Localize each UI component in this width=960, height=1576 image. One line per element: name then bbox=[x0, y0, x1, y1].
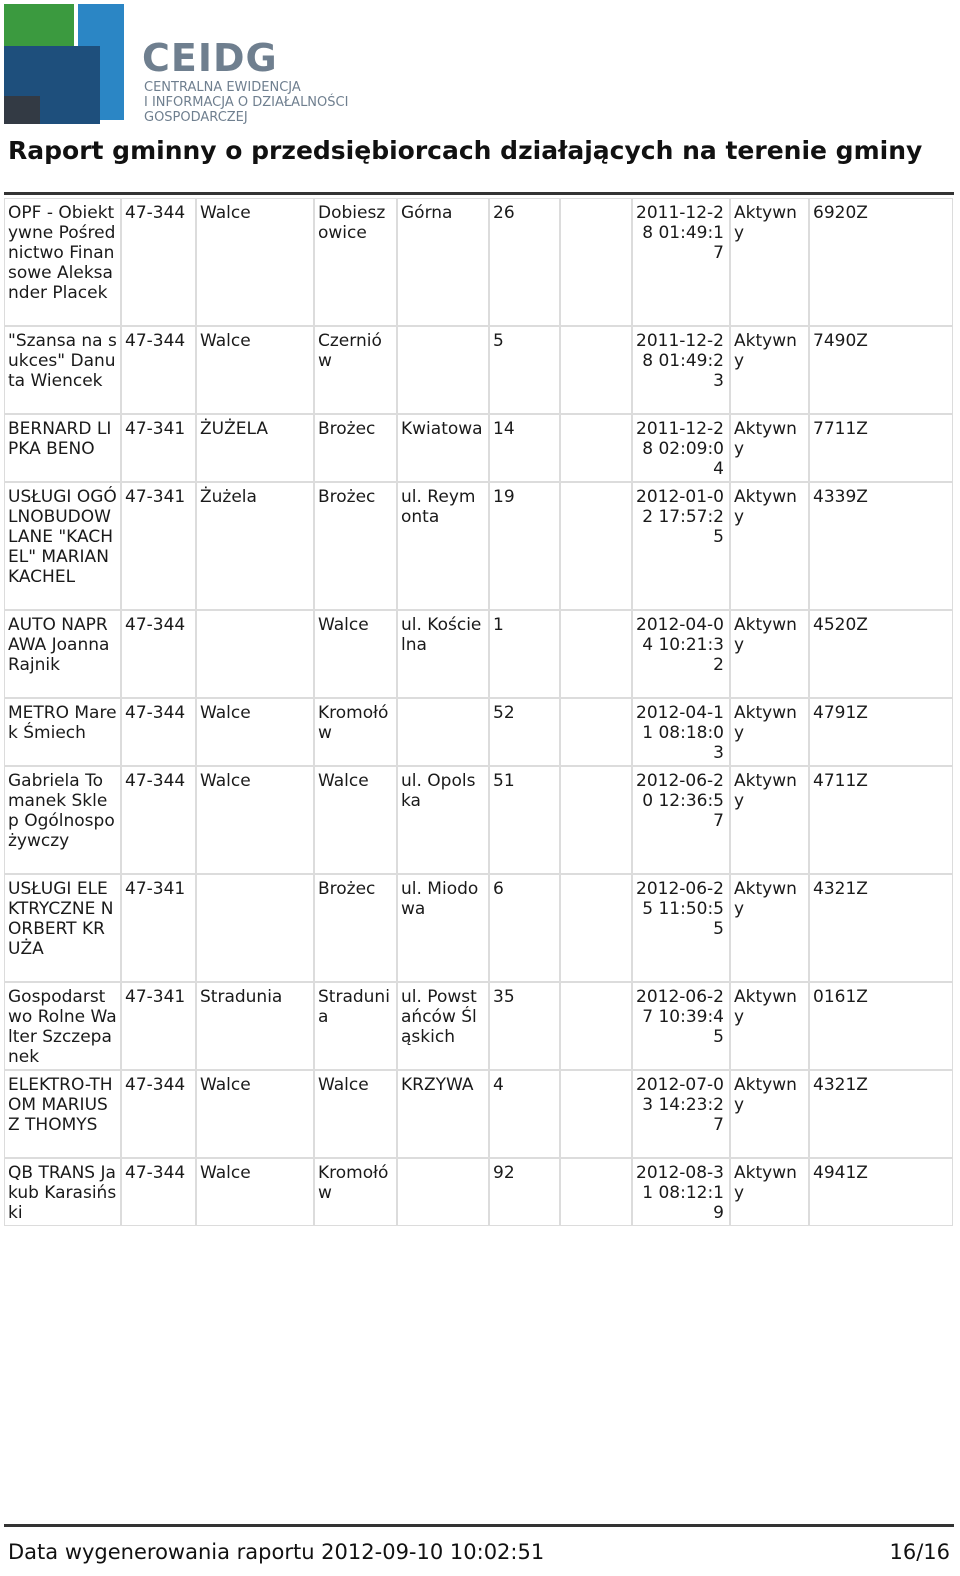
unit-number-cell bbox=[560, 698, 632, 766]
logo-subtitle-line: CENTRALNA EWIDENCJA bbox=[144, 80, 301, 95]
post-office-cell: Żużela bbox=[196, 482, 314, 610]
town-cell: Kromołów bbox=[314, 1158, 397, 1226]
street-cell: Górna bbox=[397, 198, 489, 326]
town-cell: Walce bbox=[314, 766, 397, 874]
town-cell: Brożec bbox=[314, 482, 397, 610]
table-row bbox=[4, 414, 953, 482]
business-name-cell: AUTO NAPRAWA Joanna Rajnik bbox=[4, 610, 121, 698]
building-number-cell: 92 bbox=[489, 1158, 560, 1226]
business-name-cell: BERNARD LIPKA BENO bbox=[4, 414, 121, 482]
header-divider bbox=[4, 192, 954, 195]
table-row bbox=[4, 326, 953, 414]
business-name-cell: Gospodarstwo Rolne Walter Szczepanek bbox=[4, 982, 121, 1070]
street-cell: ul. Miodowa bbox=[397, 874, 489, 982]
building-number-cell: 52 bbox=[489, 698, 560, 766]
postal-code-cell: 47-344 bbox=[121, 326, 196, 414]
unit-number-cell bbox=[560, 874, 632, 982]
logo-name: CEIDG bbox=[142, 36, 278, 80]
logo-square-dark bbox=[4, 96, 40, 124]
unit-number-cell bbox=[560, 482, 632, 610]
postal-code-cell: 47-344 bbox=[121, 1158, 196, 1226]
town-cell: Kromołów bbox=[314, 698, 397, 766]
table-row bbox=[4, 482, 953, 610]
post-office-cell bbox=[196, 610, 314, 698]
post-office-cell: Walce bbox=[196, 1158, 314, 1226]
page-number: 16/16 bbox=[889, 1540, 950, 1564]
pkd-code-cell: 6920Z bbox=[809, 198, 953, 326]
unit-number-cell bbox=[560, 198, 632, 326]
registration-date-cell: 2012-07-03 14:23:27 bbox=[632, 1070, 730, 1158]
table-row bbox=[4, 698, 953, 766]
table-row bbox=[4, 198, 953, 326]
unit-number-cell bbox=[560, 326, 632, 414]
post-office-cell: Walce bbox=[196, 198, 314, 326]
business-name-cell: Gabriela Tomanek Sklep Ogólnospożywczy bbox=[4, 766, 121, 874]
table-row bbox=[4, 982, 953, 1070]
table-row bbox=[4, 874, 953, 982]
registration-date-cell: 2012-04-04 10:21:32 bbox=[632, 610, 730, 698]
logo-subtitle-line: GOSPODARCZEJ bbox=[144, 110, 248, 125]
unit-number-cell bbox=[560, 982, 632, 1070]
registration-date-cell: 2012-08-31 08:12:19 bbox=[632, 1158, 730, 1226]
pkd-code-cell: 4321Z bbox=[809, 874, 953, 982]
registration-date-cell: 2011-12-28 01:49:17 bbox=[632, 198, 730, 326]
post-office-cell: Walce bbox=[196, 1070, 314, 1158]
business-name-cell: METRO Marek Śmiech bbox=[4, 698, 121, 766]
status-cell: Aktywny bbox=[730, 766, 809, 874]
unit-number-cell bbox=[560, 1070, 632, 1158]
post-office-cell bbox=[196, 874, 314, 982]
building-number-cell: 1 bbox=[489, 610, 560, 698]
pkd-code-cell: 4339Z bbox=[809, 482, 953, 610]
business-name-cell: ELEKTRO-THOM MARIUSZ THOMYS bbox=[4, 1070, 121, 1158]
registration-date-cell: 2012-06-27 10:39:45 bbox=[632, 982, 730, 1070]
footer-divider bbox=[4, 1524, 954, 1527]
street-cell bbox=[397, 698, 489, 766]
town-cell: Walce bbox=[314, 610, 397, 698]
building-number-cell: 6 bbox=[489, 874, 560, 982]
status-cell: Aktywny bbox=[730, 874, 809, 982]
postal-code-cell: 47-344 bbox=[121, 1070, 196, 1158]
business-name-cell: USŁUGI ELEKTRYCZNE NORBERT KRUŻA bbox=[4, 874, 121, 982]
table-row bbox=[4, 610, 953, 698]
pkd-code-cell: 4711Z bbox=[809, 766, 953, 874]
building-number-cell: 26 bbox=[489, 198, 560, 326]
street-cell: ul. Powstańców Śląskich bbox=[397, 982, 489, 1070]
table-row bbox=[4, 1158, 953, 1226]
registration-date-cell: 2012-04-11 08:18:03 bbox=[632, 698, 730, 766]
status-cell: Aktywny bbox=[730, 1158, 809, 1226]
unit-number-cell bbox=[560, 766, 632, 874]
registration-date-cell: 2011-12-28 01:49:23 bbox=[632, 326, 730, 414]
pkd-code-cell: 4520Z bbox=[809, 610, 953, 698]
building-number-cell: 51 bbox=[489, 766, 560, 874]
report-footer bbox=[8, 1540, 950, 1564]
business-name-cell: "Szansa na sukces" Danuta Wiencek bbox=[4, 326, 121, 414]
ceidg-logo bbox=[4, 4, 384, 128]
post-office-cell: Stradunia bbox=[196, 982, 314, 1070]
pkd-code-cell: 7490Z bbox=[809, 326, 953, 414]
status-cell: Aktywny bbox=[730, 482, 809, 610]
postal-code-cell: 47-341 bbox=[121, 414, 196, 482]
building-number-cell: 35 bbox=[489, 982, 560, 1070]
status-cell: Aktywny bbox=[730, 198, 809, 326]
postal-code-cell: 47-344 bbox=[121, 610, 196, 698]
town-cell: Walce bbox=[314, 1070, 397, 1158]
town-cell: Dobieszowice bbox=[314, 198, 397, 326]
street-cell: ul. Kościelna bbox=[397, 610, 489, 698]
logo-subtitle-line: I INFORMACJA O DZIAŁALNOŚCI bbox=[144, 95, 349, 110]
logo-subtitle bbox=[144, 80, 348, 125]
street-cell bbox=[397, 326, 489, 414]
registration-date-cell: 2012-06-25 11:50:55 bbox=[632, 874, 730, 982]
town-cell: Czerniów bbox=[314, 326, 397, 414]
postal-code-cell: 47-344 bbox=[121, 198, 196, 326]
status-cell: Aktywny bbox=[730, 698, 809, 766]
status-cell: Aktywny bbox=[730, 610, 809, 698]
unit-number-cell bbox=[560, 610, 632, 698]
report-title: Raport gminny o przedsiębiorcach działających na terenie gminy bbox=[8, 136, 923, 165]
registration-date-cell: 2011-12-28 02:09:04 bbox=[632, 414, 730, 482]
pkd-code-cell: 4321Z bbox=[809, 1070, 953, 1158]
table-row bbox=[4, 1070, 953, 1158]
unit-number-cell bbox=[560, 414, 632, 482]
postal-code-cell: 47-341 bbox=[121, 982, 196, 1070]
pkd-code-cell: 4941Z bbox=[809, 1158, 953, 1226]
registration-date-cell: 2012-06-20 12:36:57 bbox=[632, 766, 730, 874]
table-row bbox=[4, 766, 953, 874]
registration-date-cell: 2012-01-02 17:57:25 bbox=[632, 482, 730, 610]
business-name-cell: USŁUGI OGÓLNOBUDOWLANE "KACHEL" MARIAN KACHEL bbox=[4, 482, 121, 610]
building-number-cell: 14 bbox=[489, 414, 560, 482]
unit-number-cell bbox=[560, 1158, 632, 1226]
pkd-code-cell: 7711Z bbox=[809, 414, 953, 482]
pkd-code-cell: 4791Z bbox=[809, 698, 953, 766]
generation-date: Data wygenerowania raportu 2012-09-10 10:02:51 bbox=[8, 1540, 545, 1564]
building-number-cell: 19 bbox=[489, 482, 560, 610]
town-cell: Brożec bbox=[314, 414, 397, 482]
post-office-cell: Walce bbox=[196, 326, 314, 414]
street-cell bbox=[397, 1158, 489, 1226]
status-cell: Aktywny bbox=[730, 326, 809, 414]
street-cell: Kwiatowa bbox=[397, 414, 489, 482]
status-cell: Aktywny bbox=[730, 1070, 809, 1158]
status-cell: Aktywny bbox=[730, 414, 809, 482]
street-cell: KRZYWA bbox=[397, 1070, 489, 1158]
building-number-cell: 4 bbox=[489, 1070, 560, 1158]
status-cell: Aktywny bbox=[730, 982, 809, 1070]
postal-code-cell: 47-341 bbox=[121, 874, 196, 982]
street-cell: ul. Reymonta bbox=[397, 482, 489, 610]
business-name-cell: OPF - Obiektywne Pośrednictwo Finansowe Aleksander Placek bbox=[4, 198, 121, 326]
town-cell: Stradunia bbox=[314, 982, 397, 1070]
business-table bbox=[4, 198, 953, 1226]
postal-code-cell: 47-344 bbox=[121, 766, 196, 874]
post-office-cell: Walce bbox=[196, 698, 314, 766]
post-office-cell: Walce bbox=[196, 766, 314, 874]
building-number-cell: 5 bbox=[489, 326, 560, 414]
postal-code-cell: 47-344 bbox=[121, 698, 196, 766]
town-cell: Brożec bbox=[314, 874, 397, 982]
business-name-cell: QB TRANS Jakub Karasiński bbox=[4, 1158, 121, 1226]
pkd-code-cell: 0161Z bbox=[809, 982, 953, 1070]
post-office-cell: ŻUŻELA bbox=[196, 414, 314, 482]
postal-code-cell: 47-341 bbox=[121, 482, 196, 610]
street-cell: ul. Opolska bbox=[397, 766, 489, 874]
